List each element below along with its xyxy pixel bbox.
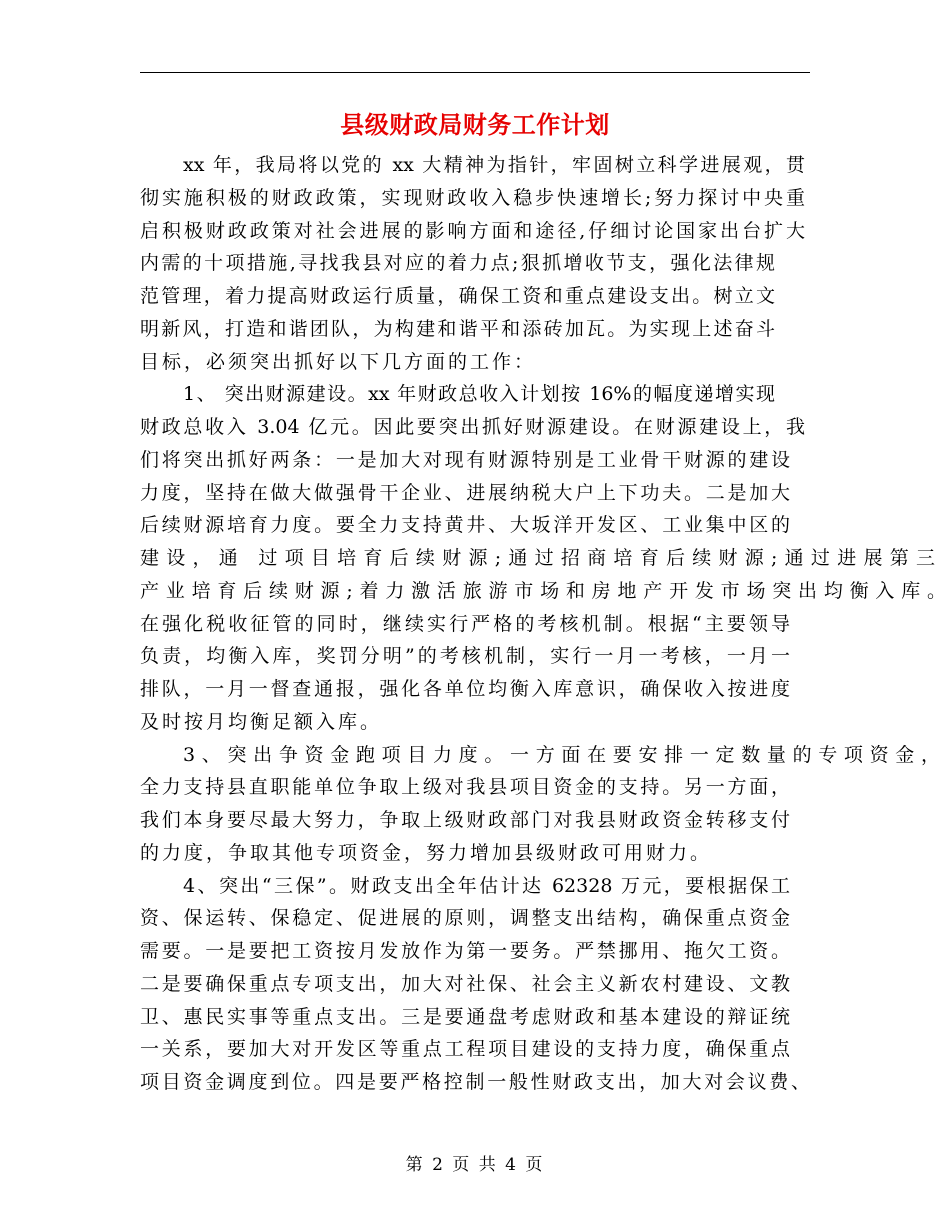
text-line: 3、突出争资金跑项目力度。一方面在要安排一定数量的专项资金， [183,743,940,766]
text-line: 的力度，争取其他专项资金，努力增加县级财政可用财力。 [140,841,713,864]
text-line: 产业培育后续财源;着力激活旅游市场和房地产开发市场突出均衡入库。 [140,579,946,602]
text-line: 在强化税收征管的同时，继续实行严格的考核机制。根据“主要领导 [140,612,790,635]
document-title: 县级财政局财务工作计划 [340,110,610,139]
text-line: 二是要确保重点专项支出，加大对社保、社会主义新农村建设、文教 [140,972,790,995]
text-line: 资、保运转、保稳定、促进展的原则，调整支出结构，确保重点资金 [140,907,790,930]
text-line: 卫、惠民实事等重点支出。三是要通盘考虑财政和基本建设的辩证统 [140,1005,790,1028]
text-line: 财政总收入 3.04 亿元。因此要突出抓好财源建设。在财源建设上，我 [140,416,805,438]
text-line: 内需的十项措施,寻找我县对应的着力点;狠抓增收节支，强化法律规 [140,252,775,275]
text-line: 项目资金调度到位。四是要严格控制一般性财政支出，加大对会议费、 [140,1071,810,1093]
text-line: 4、突出“三保”。财政支出全年估计达 62328 万元，要根据保工 [183,874,790,897]
text-line: 力度，坚持在做大做强骨干企业、进展纳税大户上下功夫。二是加大 [140,481,790,504]
text-line: 建设，通 过项目培育后续财源;通过招商培育后续财源;通过进展第三 [140,547,935,569]
text-line: 及时按月均衡足额入库。 [140,710,383,733]
paragraph-three-guarantees [0,870,950,1099]
text-line: 启积极财政政策对社会进展的影响方面和途径,仔细讨论国家出台扩大 [140,219,805,242]
text-line: 排队，一月一督查通报，强化各单位均衡入库意识，确保收入按进度 [140,678,790,700]
paragraph-revenue-sources [0,378,950,738]
text-line: 目标，必须突出抓好以下几方面的工作： [140,350,537,373]
text-line: 1、 突出财源建设。xx 年财政总收入计划按 16%的幅度递增实现 [183,383,775,406]
header-rule [140,72,810,73]
text-line: 明新风，打造和谐团队，为构建和谐平和添砖加瓦。为实现上述奋斗 [140,317,775,340]
document-body [0,149,950,1099]
text-line: 彻实施积极的财政政策，实现财政收入稳步快速增长;努力探讨中央重 [140,186,805,209]
paragraph-intro [0,149,950,378]
text-line: 全力支持县直职能单位争取上级对我县项目资金的支持。另一方面， [140,776,790,799]
text-line: 后续财源培育力度。要全力支持黄井、大坂洋开发区、工业集中区的 [140,514,790,537]
paragraph-funding-projects [0,739,950,870]
text-line: 我们本身要尽最大努力，争取上级财政部门对我县财政资金转移支付 [140,809,790,831]
text-line: 们将突出抓好两条：一是加大对现有财源特别是工业骨干财源的建设 [140,448,790,471]
text-line: 需要。一是要把工资按月发放作为第一要务。严禁挪用、拖欠工资。 [140,940,790,962]
text-line: 负责，均衡入库，奖罚分明”的考核机制，实行一月一考核，一月一 [140,645,790,668]
text-line: xx 年，我局将以党的 xx 大精神为指针，牢固树立科学进展观，贯 [183,154,805,176]
text-line: 范管理，着力提高财政运行质量，确保工资和重点建设支出。树立文 [140,285,775,307]
page-number-footer: 第 2 页 共 4 页 [405,1155,545,1175]
text-line: 一关系，要加大对开发区等重点工程项目建设的支持力度，确保重点 [140,1038,790,1061]
